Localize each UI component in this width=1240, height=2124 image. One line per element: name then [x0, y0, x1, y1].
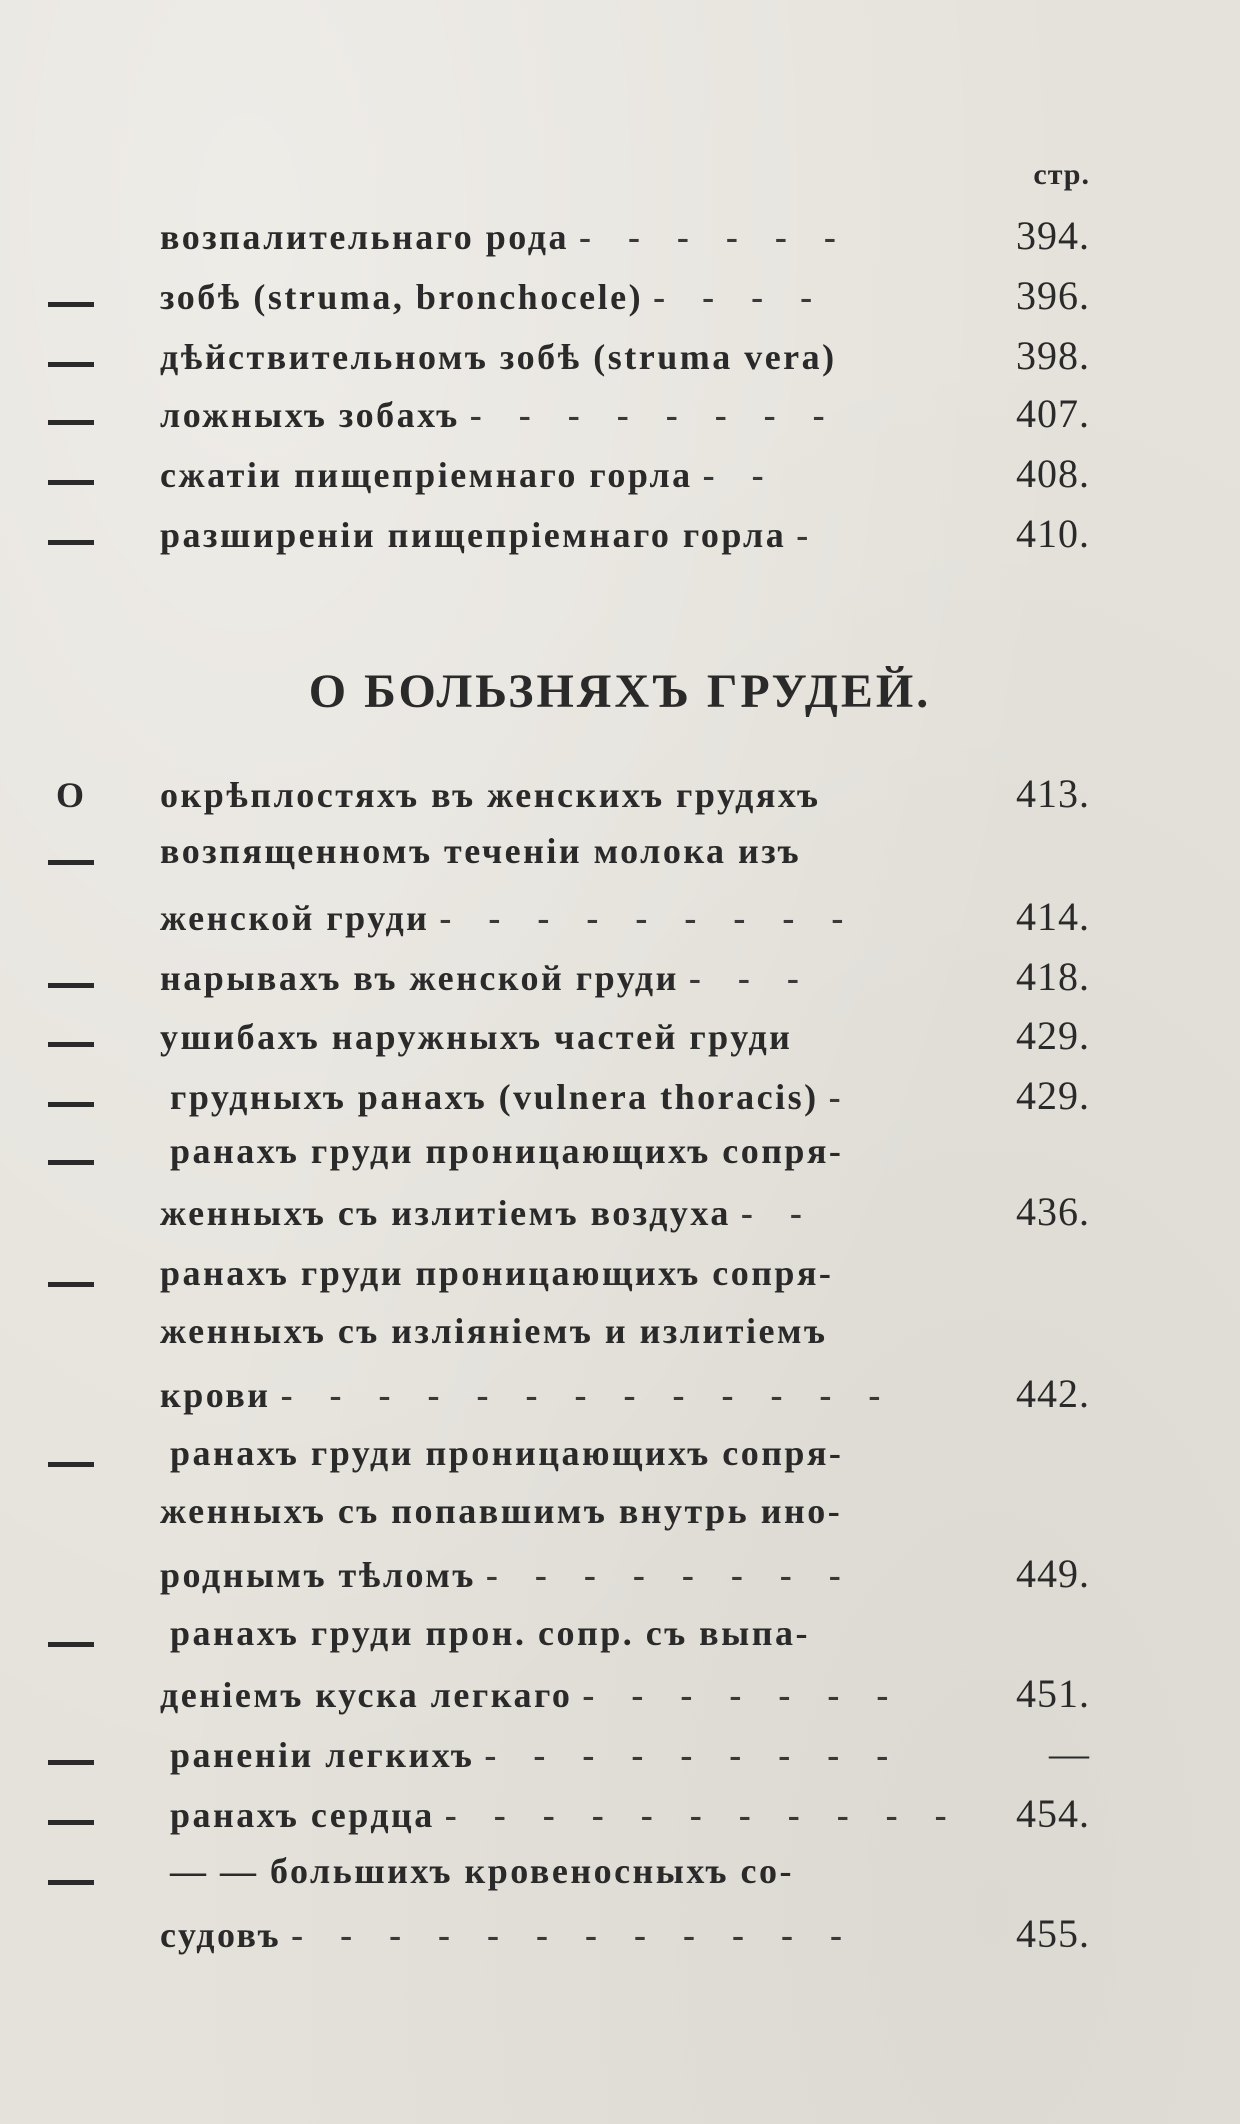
toc-entry — [160, 1490, 1090, 1542]
page-number: 429. — [1016, 1013, 1090, 1058]
toc-entry — [170, 1730, 1090, 1782]
toc-entry — [170, 1790, 1090, 1842]
entry-text: — — большихъ кровеносныхъ со- — [170, 1851, 794, 1891]
toc-entry — [160, 1252, 1090, 1304]
entry-text: ушибахъ наружныхъ частей груди — [160, 1017, 793, 1057]
toc-entry — [170, 1130, 1090, 1182]
entry-marker: О — [56, 775, 85, 815]
page-number: 436. — [1016, 1189, 1090, 1234]
entry-text: ранахъ груди проницающихъ сопря- — [160, 1253, 834, 1293]
leader-dots: - - - - - - — [578, 217, 850, 257]
entry-text: деніемъ куска легкаго — [160, 1675, 573, 1715]
dash-marker — [48, 983, 94, 988]
page-number: 429. — [1016, 1073, 1090, 1118]
leader-dots: - - - - - - - - - - - — [444, 1795, 961, 1835]
dash-marker — [48, 420, 94, 425]
toc-entry — [160, 332, 1090, 384]
entry-text: ложныхъ зобахъ — [160, 395, 460, 435]
page-number: 413. — [1016, 771, 1090, 816]
page-number: 451. — [1016, 1671, 1090, 1716]
page-number: 449. — [1016, 1551, 1090, 1596]
toc-entry — [160, 1910, 1090, 1962]
page-number: 398. — [1016, 333, 1090, 378]
page-number: 418. — [1016, 954, 1090, 999]
entry-text: грудныхъ ранахъ (vulnera thoracis) — [170, 1077, 819, 1117]
leader-dots: - — [828, 1077, 855, 1117]
dash-marker — [48, 480, 94, 485]
leader-dots: - - - - - - - - - - - - — [291, 1915, 856, 1955]
entry-text: нарывахъ въ женской груди — [160, 958, 679, 998]
entry-text: женныхъ съ изліяніемъ и излитіемъ — [160, 1311, 828, 1351]
leader-dots: - - — [702, 455, 778, 495]
toc-entry — [160, 450, 1090, 502]
dash-marker — [48, 1160, 94, 1165]
toc-entry — [170, 1072, 1090, 1124]
entry-text: ранахъ груди проницающихъ сопря- — [170, 1433, 844, 1473]
dash-marker — [48, 1642, 94, 1647]
toc-entry — [160, 830, 1090, 882]
entry-text: женныхъ съ попавшимъ внутрь ино- — [160, 1491, 843, 1531]
toc-entry — [160, 1310, 1090, 1362]
page-number: 396. — [1016, 273, 1090, 318]
entry-text: окрѣплостяхъ въ женскихъ грудяхъ — [160, 775, 821, 815]
entry-text: раненіи легкихъ — [170, 1735, 475, 1775]
dash-marker — [48, 1282, 94, 1287]
toc-entry — [160, 510, 1090, 562]
toc-entry — [160, 212, 1090, 264]
entry-text: возпященномъ теченіи молока изъ — [160, 831, 802, 871]
leader-dots: - - - - — [653, 277, 827, 317]
entry-text: сжатіи пищепріемнаго горла — [160, 455, 693, 495]
entry-text: ранахъ груди прон. сопр. съ выпа- — [170, 1613, 810, 1653]
page-number: 394. — [1016, 213, 1090, 258]
section-title: О БОЛЬЗНЯХЪ ГРУДЕЙ. — [308, 665, 932, 718]
dash-marker — [48, 302, 94, 307]
entry-text: разширеніи пищепріемнаго горла — [160, 515, 787, 555]
toc-entry — [160, 1670, 1090, 1722]
toc-entry — [160, 770, 1090, 822]
leader-dots: - - - - - - - - - - - - - — [280, 1375, 895, 1415]
page-number: 410. — [1016, 511, 1090, 556]
leader-dots: - — [796, 515, 823, 555]
page-number: 407. — [1016, 391, 1090, 436]
toc-entry — [160, 1370, 1090, 1422]
toc-entry — [160, 953, 1090, 1005]
dash-marker — [48, 1042, 94, 1047]
dash-marker — [48, 540, 94, 545]
toc-entry — [160, 1550, 1090, 1602]
entry-text: крови — [160, 1375, 271, 1415]
entry-text: ранахъ груди проницающихъ сопря- — [170, 1131, 844, 1171]
entry-text: зобѣ (struma, bronchocele) — [160, 277, 644, 317]
page-number: 455. — [1016, 1911, 1090, 1956]
toc-entry — [160, 893, 1090, 945]
toc-entry — [160, 1012, 1090, 1064]
toc-entry — [160, 390, 1090, 442]
toc-entry — [160, 1188, 1090, 1240]
toc-entry — [160, 272, 1090, 324]
dash-marker — [48, 1820, 94, 1825]
entry-text: роднымъ тѣломъ — [160, 1555, 476, 1595]
page-number: — — [1049, 1731, 1090, 1776]
entry-text: судовъ — [160, 1915, 282, 1955]
entry-text: ранахъ сердца — [170, 1795, 435, 1835]
dash-marker — [48, 1880, 94, 1885]
dash-marker — [48, 1462, 94, 1467]
leader-dots: - - - — [688, 958, 813, 998]
leader-dots: - - - - - - - - - — [439, 898, 858, 938]
toc-entry — [170, 1432, 1090, 1484]
entry-text: женской груди — [160, 898, 430, 938]
page-number: 408. — [1016, 451, 1090, 496]
page-number: 414. — [1016, 894, 1090, 939]
leader-dots: - - - - - - - - — [485, 1555, 855, 1595]
leader-dots: - - - - - - - - — [469, 395, 839, 435]
leader-dots: - - - - - - - - - — [484, 1735, 903, 1775]
entry-text: женныхъ съ излитіемъ воздуха — [160, 1193, 731, 1233]
dash-marker — [48, 1760, 94, 1765]
page-number: 442. — [1016, 1371, 1090, 1416]
toc-entry — [170, 1850, 1090, 1902]
entry-text: возпалительнаго рода — [160, 217, 569, 257]
toc-entry — [170, 1612, 1090, 1664]
dash-marker — [48, 362, 94, 367]
dash-marker — [48, 860, 94, 865]
leader-dots: - - - - - - - — [582, 1675, 903, 1715]
dash-marker — [48, 1102, 94, 1107]
page-number: 454. — [1016, 1791, 1090, 1836]
page-column-label: стр. — [1033, 158, 1090, 191]
entry-text: дѣйствительномъ зобѣ (struma vera) — [160, 337, 837, 377]
leader-dots: - - — [740, 1193, 816, 1233]
